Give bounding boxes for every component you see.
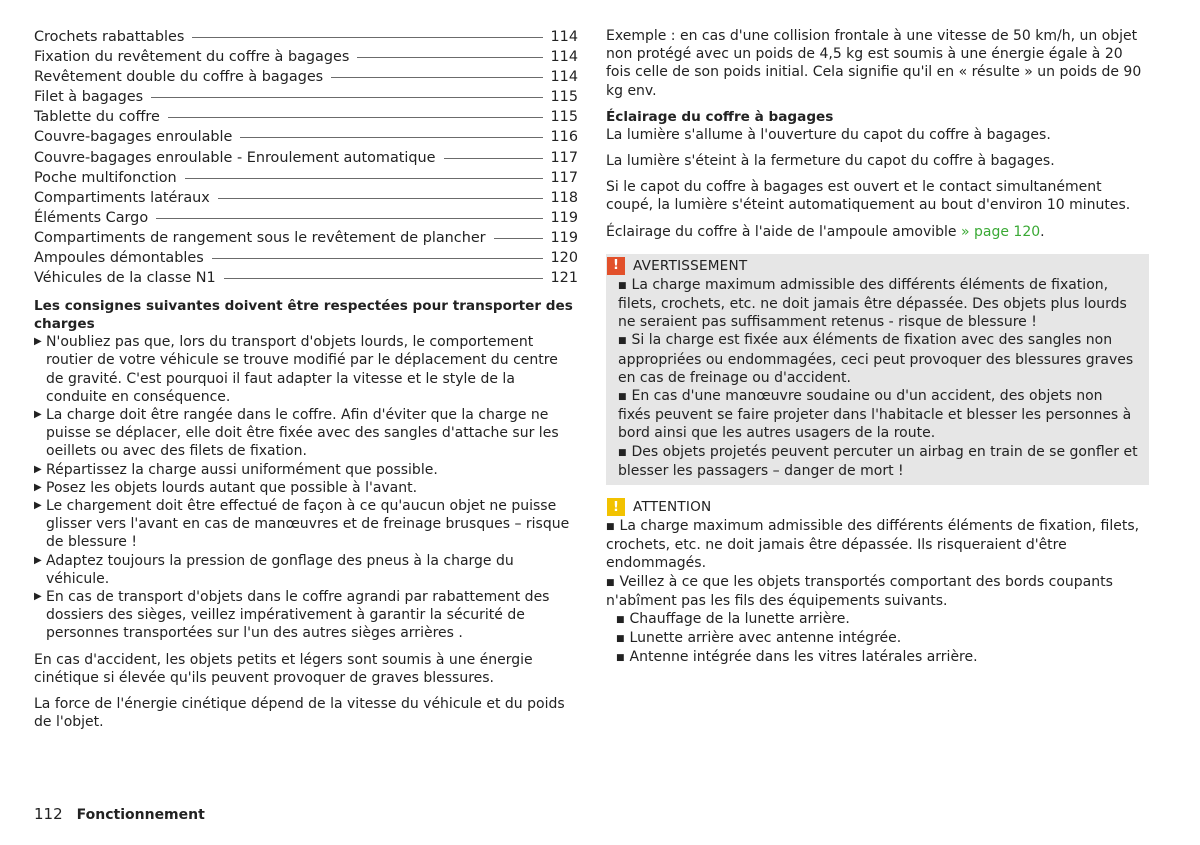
toc-leader [240,137,542,138]
attention-list [606,517,1149,610]
toc-leader [156,218,542,219]
toc-title: Couvre-bagages enroulable [34,129,233,146]
page-number: 112 [34,805,63,823]
toc-leader [494,238,543,239]
warning-icon: ! [607,257,625,275]
paragraph: La force de l'énergie cinétique dépend de la vitesse du véhicule et du poids de l'objet. [34,696,565,731]
paragraph: La lumière s'allume à l'ouverture du capot du coffre à bagages. [606,126,1051,143]
list-item: ▶ Le chargement doit être effectué de façon à ce qu'aucun objet ne puisse glisser vers l'avant en cas de manœuvres et de freinage brusques – risque de blessure ! [34,498,570,551]
list-item: ■ Chauffage de la lunette arrière. [616,610,1149,629]
toc-leader [224,278,543,279]
toc-page: 115 [550,109,578,126]
toc-item[interactable] [34,248,578,268]
warning-box [606,254,1149,485]
attention-title: ATTENTION [633,499,712,516]
list-item: ▶ En cas de transport d'objets dans le coffre agrandi par rabattement des dossiers des sièges, veillez impérativement à garantir la sécurité de personnes transportées sur l'un des autres sièges arrières . [34,589,550,642]
warning-header [606,256,1149,276]
square-bullet-icon: ■ [618,336,627,347]
toc-item[interactable] [34,168,578,188]
toc-page: 121 [550,270,578,287]
list-item: ▶ Posez les objets lourds autant que possible à l'avant. [34,479,418,496]
toc-page: 119 [550,229,578,246]
lighting-heading: Éclairage du coffre à bagages [606,108,834,125]
triangle-bullet-icon: ▶ [34,500,42,512]
toc-leader [357,57,542,58]
toc-title: Tablette du coffre [34,109,160,126]
list-item: ■ Antenne intégrée dans les vitres latérales arrière. [616,648,1149,667]
section-name: Fonctionnement [76,807,205,823]
square-bullet-icon: ■ [616,653,625,664]
toc-title: Ampoules démontables [34,250,204,267]
list-item: ■ En cas d'une manœuvre soudaine ou d'un accident, des objets non fixés peuvent se faire projeter dans l'habitacle et blesser les personnes à bord ainsi que les autres usagers de la route. [618,388,1132,442]
attention-icon: ! [607,498,625,516]
triangle-bullet-icon: ▶ [34,463,42,475]
toc-title: Compartiments latéraux [34,189,210,206]
toc-item[interactable] [34,107,578,127]
toc-title: Couvre-bagages enroulable - Enroulement automatique [34,149,436,166]
toc-item[interactable] [34,27,578,47]
toc-page: 120 [550,250,578,267]
toc-title: Compartiments de rangement sous le revêtement de plancher [34,229,486,246]
toc-leader [444,158,543,159]
square-bullet-icon: ■ [616,634,625,645]
triangle-bullet-icon: ▶ [34,591,42,603]
toc-item[interactable] [34,67,578,87]
triangle-bullet-icon: ▶ [34,409,42,421]
toc-item[interactable] [34,228,578,248]
example-paragraph: Exemple : en cas d'une collision frontale à une vitesse de 50 km/h, un objet non protégé avec un poids de 4,5 kg est soumis à une énergie égale à 20 fois celle de son poids initial. Cela signifie qu'il en « résulte » un poids de 90 kg env. [606,28,1142,99]
toc-title: Revêtement double du coffre à bagages [34,69,324,86]
toc-leader [185,178,543,179]
list-item: ▶ Répartissez la charge aussi uniformément que possible. [34,461,438,478]
toc-item[interactable] [34,148,578,168]
paragraph: En cas d'accident, les objets petits et légers sont soumis à une énergie cinétique si élevée qu'ils peuvent provoquer de graves blessures. [34,651,533,686]
square-bullet-icon: ■ [618,280,627,291]
toc-page: 116 [550,129,578,146]
triangle-bullet-icon: ▶ [34,481,42,493]
square-bullet-icon: ■ [618,447,627,458]
warning-title: AVERTISSEMENT [633,257,748,274]
square-bullet-icon: ■ [606,522,615,533]
toc-title: Poche multifonction [34,169,177,186]
toc-title: Véhicules de la classe N1 [34,270,216,287]
attention-header [606,497,1149,517]
toc-title: Fixation du revêtement du coffre à bagages [34,49,350,66]
toc-page: 114 [550,49,578,66]
section-heading: Les consignes suivantes doivent être respectées pour transporter des charges [34,298,573,333]
toc-item[interactable] [34,127,578,147]
toc-page: 117 [550,149,578,166]
triangle-bullet-icon: ▶ [34,554,42,566]
toc-page: 119 [550,209,578,226]
toc-page: 114 [550,29,578,45]
triangle-bullet-icon: ▶ [34,336,42,348]
right-column [606,27,1149,668]
toc-item[interactable] [34,87,578,107]
toc-item[interactable] [34,47,578,67]
paragraph: Si le capot du coffre à bagages est ouvert et le contact simultanément coupé, la lumière s'éteint automatiquement au bout d'environ 10 minutes. [606,179,1131,214]
list-item: ■ Des objets projetés peuvent percuter un airbag en train de se gonfler et blesser les passagers – danger de mort ! [618,443,1138,479]
list-item: ■ Si la charge est fixée aux éléments de fixation avec des sangles non appropriées ou endommagées, ceci peut provoquer des blessures graves en cas de freinage ou d'accident. [618,332,1134,386]
square-bullet-icon: ■ [616,615,625,626]
page-link[interactable]: » page 120 [960,223,1041,240]
toc-leader [151,97,542,98]
table-of-contents [34,27,578,288]
list-item: ▶ Adaptez toujours la pression de gonflage des pneus à la charge du véhicule. [34,552,514,587]
toc-item[interactable] [34,268,578,288]
list-item: ■ Veillez à ce que les objets transportés comportant des bords coupants n'abîment pas les fils des équipements suivants. [606,573,1113,609]
toc-leader [192,37,542,38]
toc-leader [168,117,543,118]
list-item: ▶ N'oubliez pas que, lors du transport d'objets lourds, le comportement routier de votre véhicule se trouve modifié par le déplacement du centre de gravité. C'est pourquoi il faut adapter la vitesse et le style de la conduite en conséquence. [34,334,558,405]
list-item: ▶ La charge doit être rangée dans le coffre. Afin d'éviter que la charge ne puisse se déplacer, elle doit être fixée avec des sangles d'attache sur les oeillets ou avec des filets de fixation. [34,407,559,460]
toc-leader [331,77,542,78]
toc-leader [212,258,543,259]
toc-page: 115 [550,89,578,106]
attention-box [606,497,1149,668]
left-column [34,27,578,731]
toc-leader [218,198,543,199]
paragraph: Éclairage du coffre à l'aide de l'ampoule amovible » page 120. [606,223,1045,240]
toc-title: Filet à bagages [34,89,144,106]
toc-page: 117 [550,169,578,186]
toc-item[interactable] [34,208,578,228]
warning-list [606,276,1149,480]
toc-item[interactable] [34,188,578,208]
list-item: ■ La charge maximum admissible des différents éléments de fixation, filets, crochets, etc. ne doit jamais être dépassée. Des objets plus lourds ne seraient pas suffisamment retenus - risque de blessure ! [618,276,1127,331]
toc-title: Crochets rabattables [34,29,185,45]
square-bullet-icon: ■ [606,577,615,588]
list-item: ■ La charge maximum admissible des différents éléments de fixation, filets, crochets, etc. ne doit jamais être dépassée. Ils risqueraient d'être endommagés. [606,518,1140,572]
instruction-list [34,333,578,642]
page-footer [34,805,205,823]
attention-sublist [606,610,1149,668]
square-bullet-icon: ■ [618,392,627,403]
list-item: ■ Lunette arrière avec antenne intégrée. [616,629,1149,648]
toc-title: Éléments Cargo [34,209,149,226]
toc-page: 114 [550,69,578,86]
paragraph: La lumière s'éteint à la fermeture du capot du coffre à bagages. [606,153,1055,170]
toc-page: 118 [550,189,578,206]
